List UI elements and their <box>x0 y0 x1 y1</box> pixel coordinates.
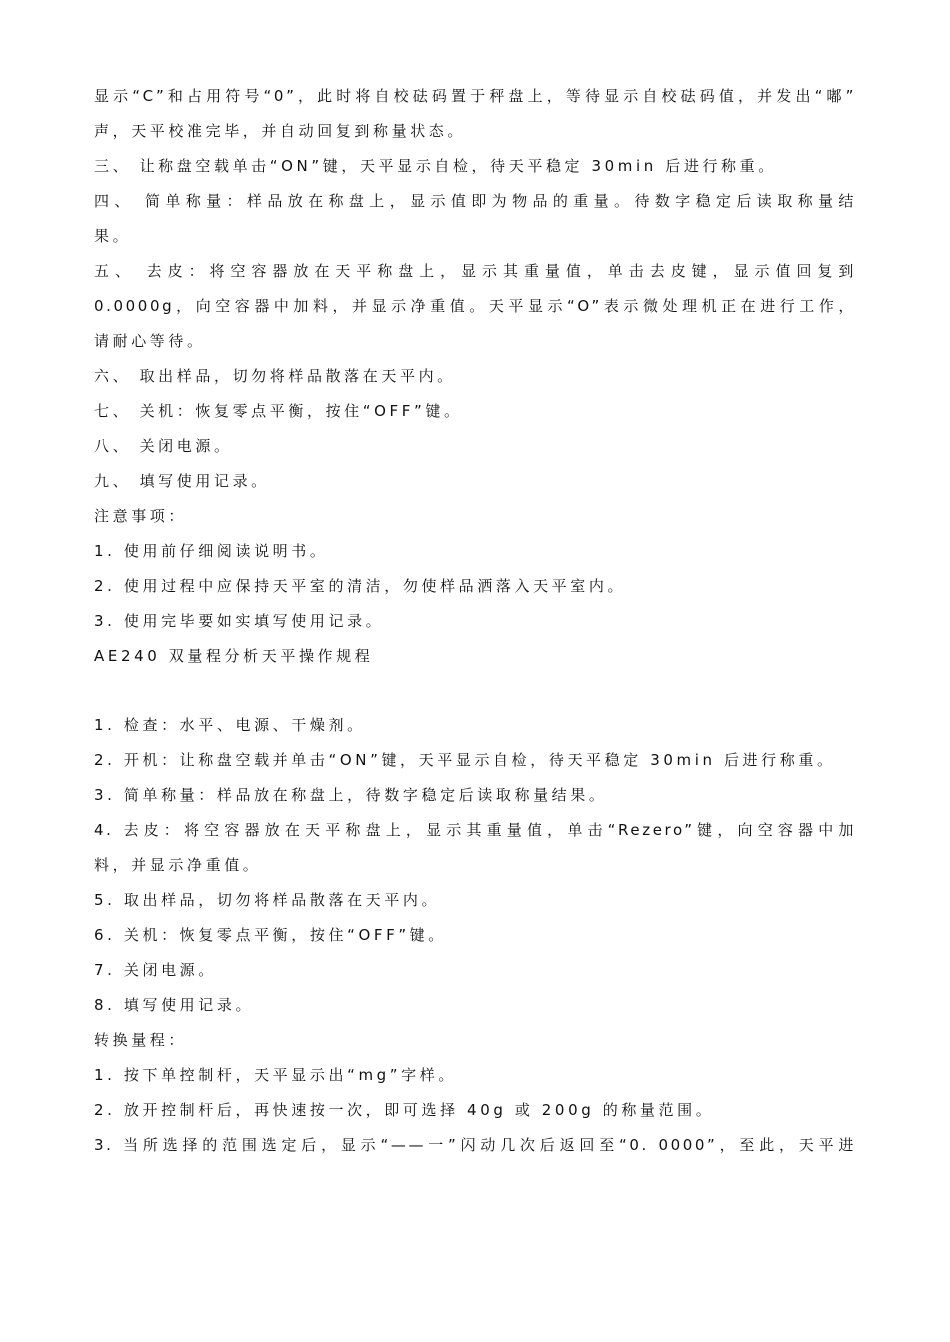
text-line: 6. 关机：恢复零点平衡，按住“OFF”键。 <box>94 926 447 944</box>
text-line: 2. 开机：让称盘空载并单击“ON”键，天平显示自检，待天平稳定 30min 后进行称重。 <box>94 751 836 769</box>
text-line: 五、 去皮：将空容器放在天平称盘上，显示其重量值，单击去皮键，显示值回复到 <box>94 262 856 280</box>
text-line: 1. 按下单控制杆，天平显示出“mg”字样。 <box>94 1066 457 1084</box>
text-line: 果。 <box>94 227 132 245</box>
text-line: 显示“C”和占用符号“0”，此时将自校砝码置于秤盘上，等待显示自校砝码值，并发出“嘟” <box>94 87 856 105</box>
text-line: 3. 使用完毕要如实填写使用记录。 <box>94 612 385 630</box>
text-line: 1. 使用前仔细阅读说明书。 <box>94 542 329 560</box>
section-heading: 注意事项： <box>94 507 188 525</box>
text-line: 3. 简单称量：样品放在称盘上，待数字稳定后读取称量结果。 <box>94 786 608 804</box>
text-line: 请耐心等待。 <box>94 332 206 350</box>
text-line: 四、 简单称量：样品放在称盘上，显示值即为物品的重量。待数字稳定后读取称量结 <box>94 192 856 210</box>
text-line: 3. 当所选择的范围选定后，显示“——一”闪动几次后返回至“0. 0000”，至此，天平进 <box>94 1136 856 1154</box>
text-line: 八、 关闭电源。 <box>94 437 233 455</box>
text-line: 8. 填写使用记录。 <box>94 996 255 1014</box>
section-title: AE240 双量程分析天平操作规程 <box>94 647 374 665</box>
text-line: 1. 检查：水平、电源、干燥剂。 <box>94 716 366 734</box>
text-line: 2. 放开控制杆后，再快速按一次，即可选择 40g 或 200g 的称量范围。 <box>94 1101 715 1119</box>
text-line: 5. 取出样品，切勿将样品散落在天平内。 <box>94 891 441 909</box>
text-line: 2. 使用过程中应保持天平室的清洁，勿使样品洒落入天平室内。 <box>94 577 627 595</box>
text-line: 六、 取出样品，切勿将样品散落在天平内。 <box>94 367 456 385</box>
text-line: 7. 关闭电源。 <box>94 961 217 979</box>
text-line: 0.0000g，向空容器中加料，并显示净重值。天平显示“O”表示微处理机正在进行工作， <box>94 297 856 315</box>
text-line: 料，并显示净重值。 <box>94 856 262 874</box>
text-line: 三、 让称盘空载单击“ON”键，天平显示自检，待天平稳定 30min 后进行称重。 <box>94 157 777 175</box>
section-heading: 转换量程： <box>94 1031 188 1049</box>
text-line: 九、 填写使用记录。 <box>94 472 270 490</box>
text-line: 声，天平校准完毕，并自动回复到称量状态。 <box>94 122 467 140</box>
text-line: 4. 去皮：将空容器放在天平称盘上，显示其重量值，单击“Rezero”键，向空容器中加 <box>94 821 856 839</box>
text-line: 七、 关机：恢复零点平衡，按住“OFF”键。 <box>94 402 463 420</box>
